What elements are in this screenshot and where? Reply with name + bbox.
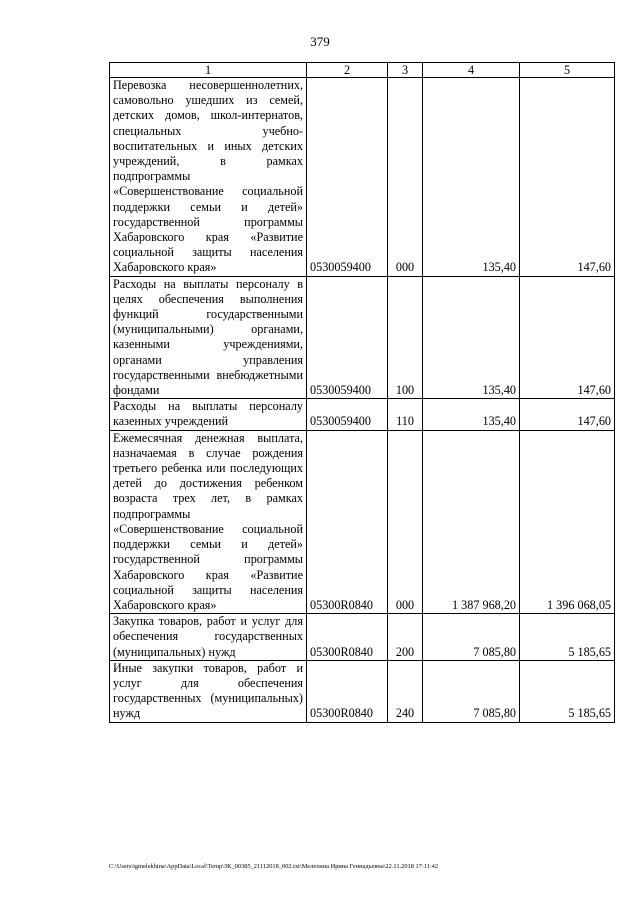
budget-table	[109, 62, 615, 723]
column-header: 3	[388, 63, 423, 78]
column-header: 1	[110, 63, 307, 78]
row-amount-col5: 5 185,65	[520, 614, 615, 661]
row-target-code: 05300R0840	[307, 660, 388, 722]
footer-file-path: C:\Users\igmelekhina\AppData\Local\Temp\ЗК_00385_21112018_002.txt\Мелехина Ирина Геннадьевна\22.11.2018 17:11:42	[109, 863, 439, 870]
row-name: Перевозка несовершеннолетних, самовольно ушедших из семей, детских домов, школ-интернатов, специальных учебно-воспитательных и иных детских учреждений, в рамках подпрограммы «Совершенствование социальной поддержки семьи и детей» государственной программы Хабаровского края «Развитие социальной защиты населения Хабаровского края»	[110, 78, 307, 277]
table-row	[110, 614, 615, 661]
row-amount-col4: 7 085,80	[423, 614, 520, 661]
row-name: Расходы на выплаты персоналу казенных учреждений	[110, 399, 307, 430]
row-expense-type: 200	[388, 614, 423, 661]
row-amount-col4: 135,40	[423, 399, 520, 430]
row-target-code: 05300R0840	[307, 430, 388, 613]
row-amount-col5: 147,60	[520, 276, 615, 399]
row-name: Закупка товаров, работ и услуг для обеспечения государственных (муниципальных) нужд	[110, 614, 307, 661]
row-expense-type: 240	[388, 660, 423, 722]
row-amount-col5: 147,60	[520, 399, 615, 430]
row-amount-col4: 135,40	[423, 276, 520, 399]
table-header-row	[110, 63, 615, 78]
page-number: 379	[310, 34, 330, 49]
row-name: Ежемесячная денежная выплата, назначаемая в случае рождения третьего ребенка или последующих детей до достижения ребенком возраста трех лет, в рамках подпрограммы «Совершенствование социальной поддержки семьи и детей» государственной программы Хабаровского края «Развитие социальной защиты населения Хабаровского края»	[110, 430, 307, 613]
row-target-code: 0530059400	[307, 399, 388, 430]
row-amount-col5: 1 396 068,05	[520, 430, 615, 613]
row-target-code: 0530059400	[307, 78, 388, 277]
row-expense-type: 100	[388, 276, 423, 399]
row-amount-col4: 1 387 968,20	[423, 430, 520, 613]
row-amount-col4: 135,40	[423, 78, 520, 277]
row-name: Расходы на выплаты персоналу в целях обеспечения выполнения функций государственными (муниципальными) органами, казенными учреждениями, органами управления государственными внебюджетными фондами	[110, 276, 307, 399]
row-amount-col5: 147,60	[520, 78, 615, 277]
row-expense-type: 000	[388, 430, 423, 613]
row-name: Иные закупки товаров, работ и услуг для обеспечения государственных (муниципальных) нужд	[110, 660, 307, 722]
column-header: 4	[423, 63, 520, 78]
table-row	[110, 78, 615, 277]
row-expense-type: 110	[388, 399, 423, 430]
row-amount-col5: 5 185,65	[520, 660, 615, 722]
table-row	[110, 660, 615, 722]
row-amount-col4: 7 085,80	[423, 660, 520, 722]
row-target-code: 0530059400	[307, 276, 388, 399]
table-row	[110, 399, 615, 430]
table-row	[110, 430, 615, 613]
row-target-code: 05300R0840	[307, 614, 388, 661]
row-expense-type: 000	[388, 78, 423, 277]
column-header: 2	[307, 63, 388, 78]
table-row	[110, 276, 615, 399]
column-header: 5	[520, 63, 615, 78]
